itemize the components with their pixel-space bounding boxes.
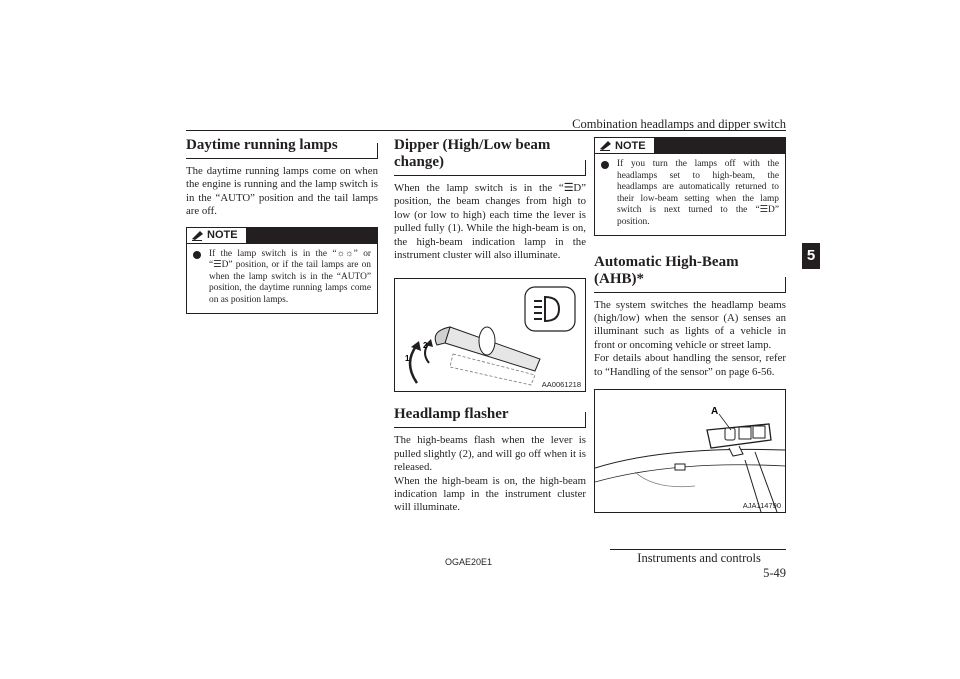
pen-note-icon xyxy=(191,230,204,241)
figure-code: AJA114790 xyxy=(742,501,781,510)
sensor-figure xyxy=(594,389,786,513)
headlamp-flasher-text: The high-beams flash when the lever is pulled slightly (2), and will go off when it is released. When the high-beam is on, the high-beam indication lamp in the instrument cluster will illuminate. xyxy=(394,434,586,514)
bullet-icon xyxy=(601,161,609,169)
footer-page-info xyxy=(626,551,786,581)
pen-note-icon xyxy=(599,140,612,151)
note-text: If you turn the lamps off with the headlamps set to high-beam, the headlamps are automatically returned to their low-beam setting when the lamp switch is next turned to the “☰D” position. xyxy=(617,159,779,227)
note-box xyxy=(186,227,378,314)
note-label: NOTE xyxy=(615,139,646,152)
chapter-tab: 5 xyxy=(802,243,820,269)
section-heading-ahb: Automatic High-Beam (AHB)* xyxy=(594,254,786,293)
note-tab xyxy=(595,138,655,154)
lever-illustration xyxy=(395,279,585,391)
bullet-icon xyxy=(193,251,201,259)
note-label: NOTE xyxy=(207,229,238,242)
column-daytime-running-lamps xyxy=(186,137,378,314)
callout-2: 2 xyxy=(423,341,428,351)
footer-rule xyxy=(610,549,786,550)
section-heading-headlamp-flasher: Headlamp flasher xyxy=(394,406,586,428)
header-rule xyxy=(186,130,786,131)
running-head: Combination headlamps and dipper switch xyxy=(572,117,786,131)
note-tab xyxy=(187,228,247,244)
lever-figure xyxy=(394,278,586,392)
callout-a: A xyxy=(711,406,719,417)
footer-code: OGAE20E1 xyxy=(445,557,493,567)
section-heading-dipper: Dipper (High/Low beam change) xyxy=(394,137,586,176)
footer-section: Instruments and controls xyxy=(637,551,761,565)
ahb-text: The system switches the headlamp beams (high/low) when the sensor (A) senses an illuminant such as lights of a vehicle in front or oncoming vehicle or street lamp. For details about handling the sensor, refer to “Handling of the sensor” on page 6-56. xyxy=(594,298,786,378)
note-text: If the lamp switch is in the “☼☼” or “☰D” position, or if the tail lamps are on when the lamp switch is in the “AUTO” position, the daytime running lamps come on as position lamps. xyxy=(209,248,371,305)
note-header xyxy=(595,138,785,154)
dipper-text: When the lamp switch is in the “☰D” position, the beam changes from high to low (or low to high) each time the lever is pulled fully (1). While the high-beam is on, the high-beam indication lamp in the instrument cluster will also illuminate. xyxy=(394,182,586,262)
daytime-running-lamps-text: The daytime running lamps come on when the engine is running and the lamp switch is in the “AUTO” position and the tail lamps are off. xyxy=(186,165,378,218)
callout-1: 1 xyxy=(405,354,410,364)
note-header xyxy=(187,228,377,244)
windshield-sensor-illustration xyxy=(595,390,785,512)
note-box xyxy=(594,137,786,236)
column-ahb xyxy=(594,137,786,513)
section-heading-daytime-running-lamps: Daytime running lamps xyxy=(186,137,378,159)
figure-code: AA0061218 xyxy=(541,380,581,390)
footer-page-number: 5-49 xyxy=(763,566,786,580)
column-dipper xyxy=(394,137,586,515)
